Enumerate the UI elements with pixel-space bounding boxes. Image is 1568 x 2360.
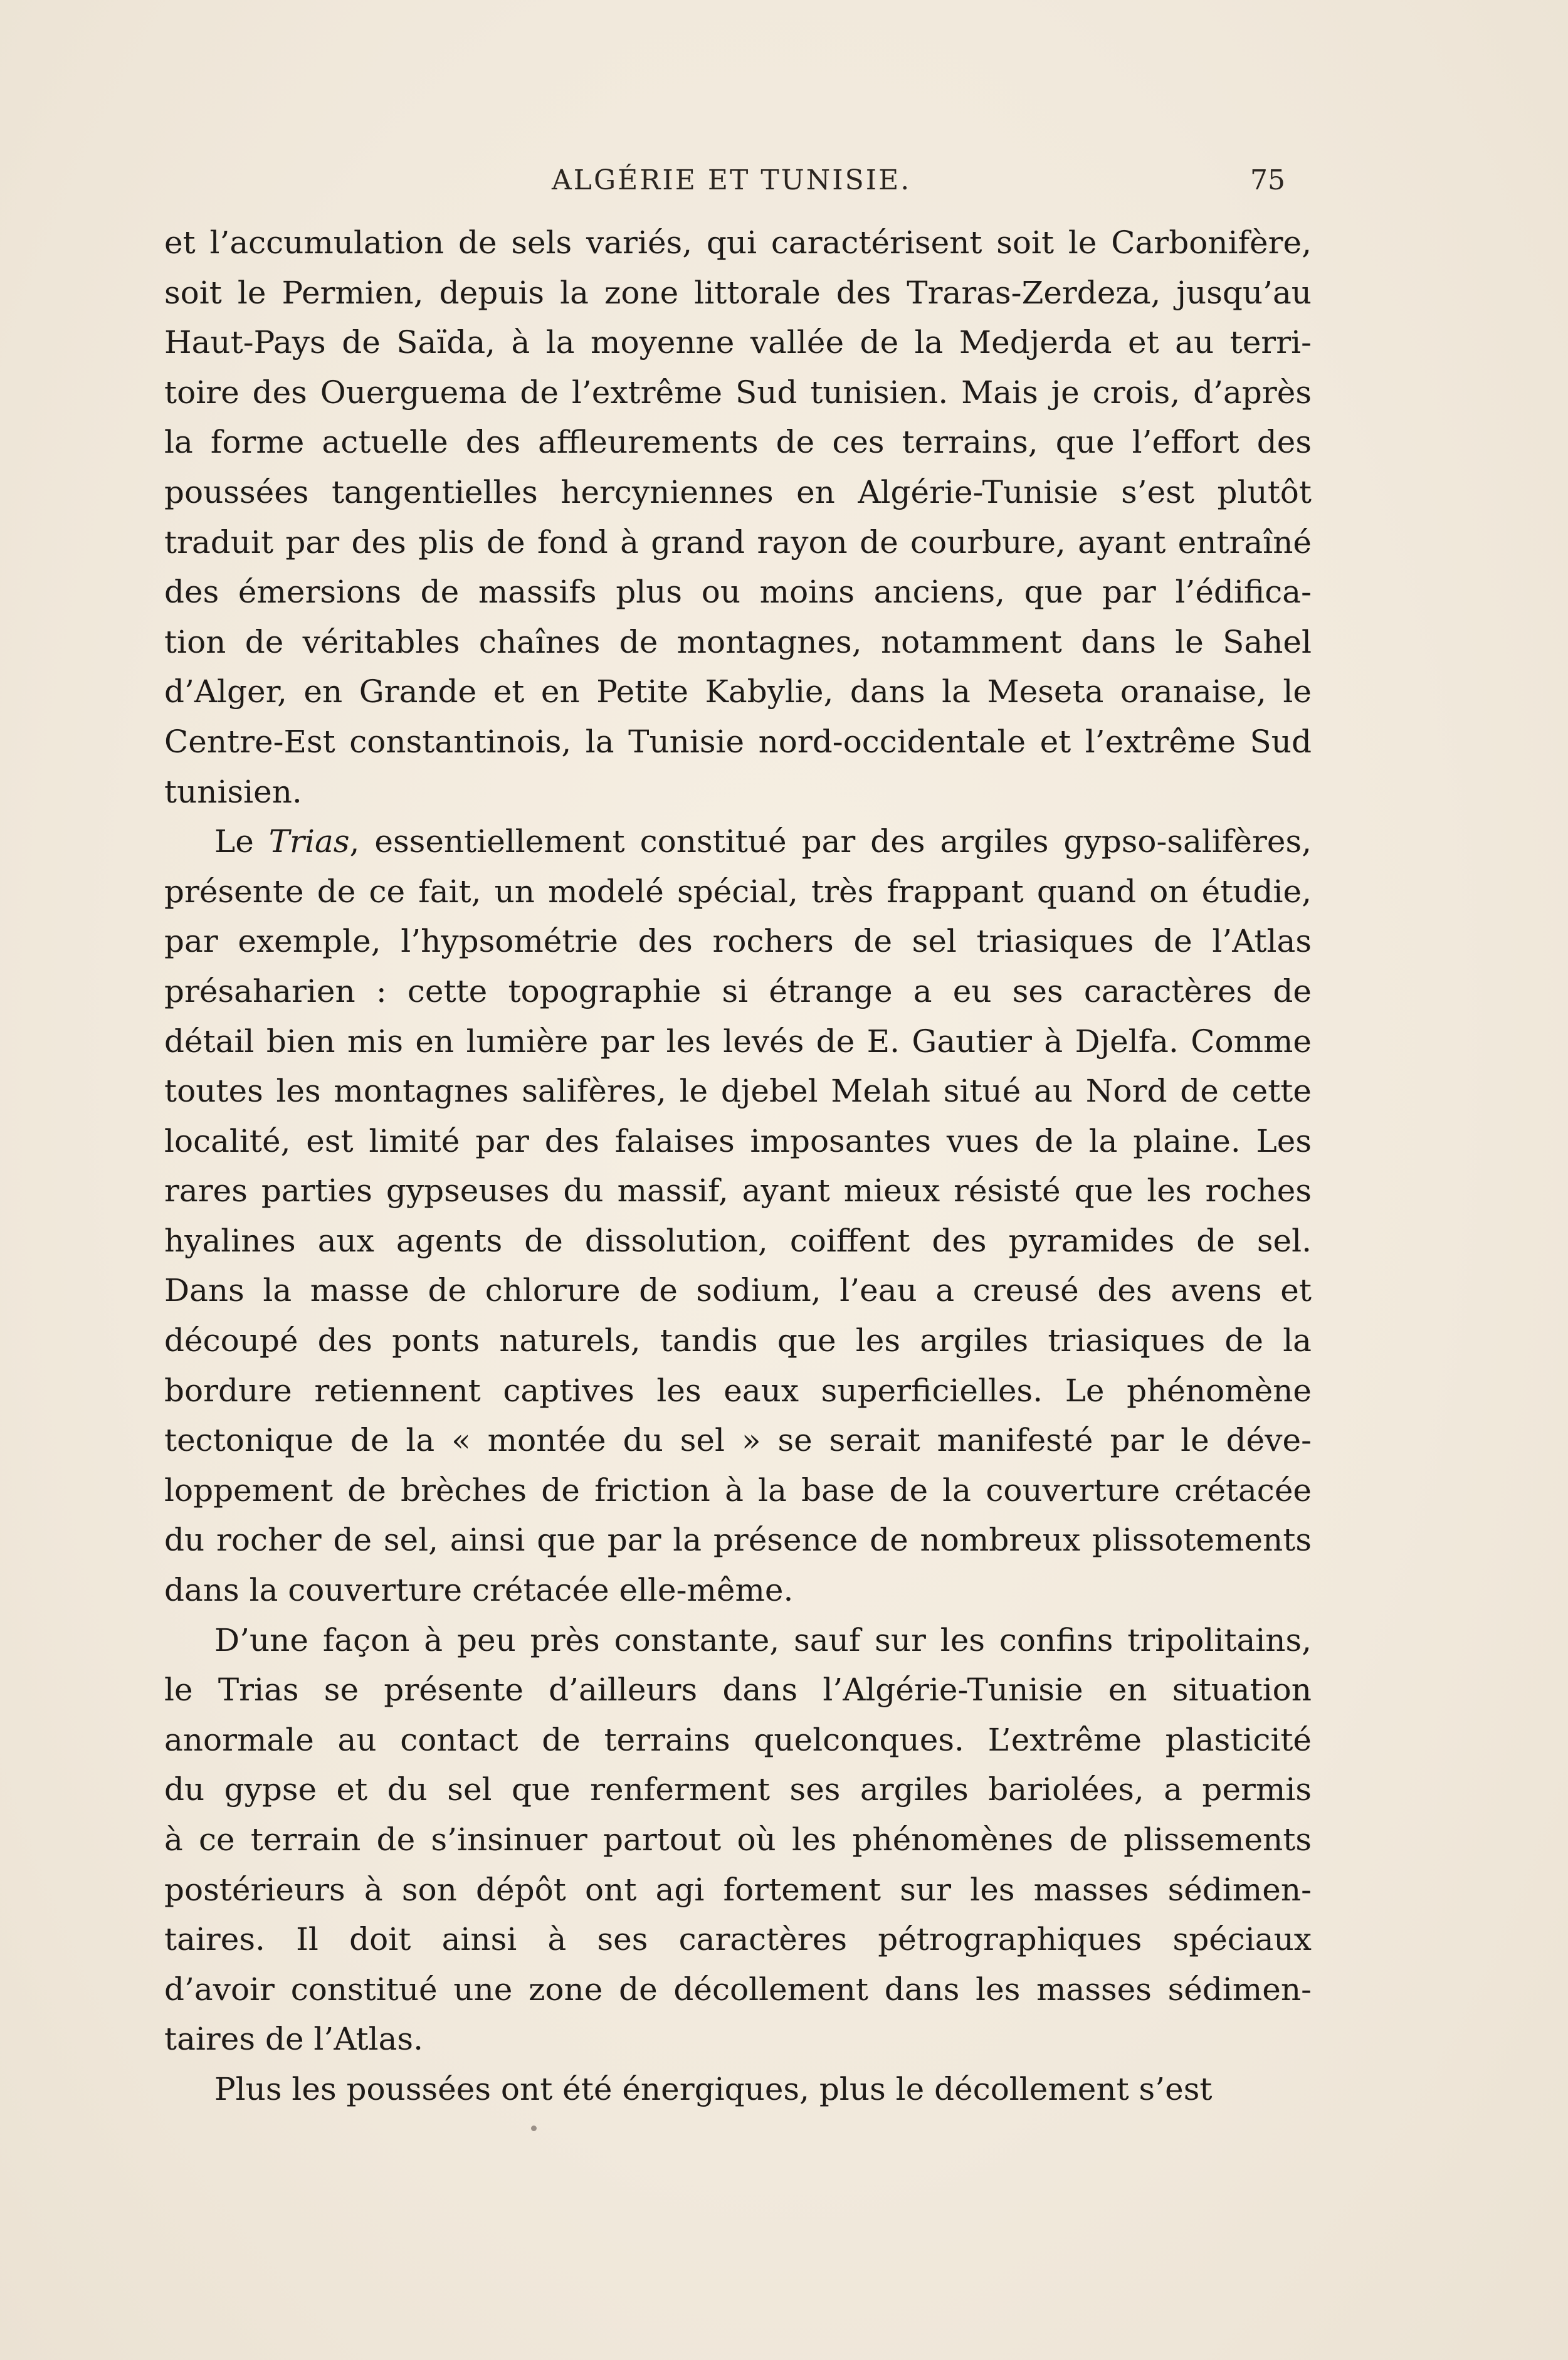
text-line: présente de ce fait, un modelé spécial, très frappant quand on étudie, — [164, 873, 1312, 910]
text-line: découpé des ponts naturels, tandis que les argiles triasiques de la — [164, 1322, 1312, 1359]
text-line: par exemple, l’hypsométrie des rochers de sel triasiques de l’Atlas — [164, 923, 1312, 960]
text-line: la forme actuelle des affleurements de ces terrains, que l’effort des — [164, 424, 1312, 461]
text-line: rares parties gypseuses du massif, ayant mieux résisté que les roches — [164, 1172, 1312, 1209]
text-line: à ce terrain de s’insinuer partout où les phénomènes de plissements — [164, 1821, 1312, 1858]
text-line: et l’accumulation de sels variés, qui caractérisent soit le Carbonifère, — [164, 224, 1312, 261]
text-line: Dans la masse de chlorure de sodium, l’eau a creusé des avens et — [164, 1272, 1312, 1309]
text-line: Haut-Pays de Saïda, à la moyenne vallée de la Medjerda et au terri- — [164, 324, 1312, 361]
text-line: toire des Ouerguema de l’extrême Sud tunisien. Mais je crois, d’après — [164, 374, 1312, 411]
text-line: tectonique de la « montée du sel » se serait manifesté par le déve- — [164, 1422, 1312, 1459]
text-line: d’avoir constitué une zone de décollement dans les masses sédimen- — [164, 1971, 1312, 2008]
text-line: toutes les montagnes salifères, le djebel Melah situé au Nord de cette — [164, 1073, 1312, 1110]
text-line: présaharien : cette topographie si étrange a eu ses caractères de — [164, 972, 1312, 1009]
text-line: du gypse et du sel que renferment ses argiles bariolées, a permis — [164, 1771, 1312, 1808]
text-line: tion de véritables chaînes de montagnes, notamment dans le Sahel — [164, 623, 1312, 660]
text-line: taires de l’Atlas. — [164, 2021, 423, 2058]
text-line: postérieurs à son dépôt ont agi fortement sur les masses sédimen- — [164, 1871, 1312, 1908]
paragraph — [164, 1616, 1312, 2065]
page-number: 75 — [1250, 164, 1285, 196]
text-line: Le Trias, essentiellement constitué par des argiles gypso-salifères, — [214, 823, 1312, 860]
paragraph — [164, 817, 1312, 1616]
text-line: localité, est limité par des falaises imposantes vues de la plaine. Les — [164, 1122, 1312, 1159]
text-line: taires. Il doit ainsi à ses caractères pétrographiques spéciaux — [164, 1921, 1312, 1958]
paragraph — [164, 218, 1312, 817]
running-title: ALGÉRIE ET TUNISIE. — [552, 164, 912, 196]
text-line: traduit par des plis de fond à grand rayon de courbure, ayant entraîné — [164, 524, 1312, 561]
text-line: du rocher de sel, ainsi que par la présence de nombreux plissotements — [164, 1522, 1312, 1559]
text-line: bordure retiennent captives les eaux superficielles. Le phénomène — [164, 1372, 1312, 1409]
body-text — [164, 218, 1312, 2115]
text-line: D’une façon à peu près constante, sauf sur les confins tripolitains, — [214, 1621, 1312, 1658]
text-line: tunisien. — [164, 773, 302, 810]
text-line: Plus les poussées ont été énergiques, plus le décollement s’est — [214, 2070, 1213, 2107]
text-line: hyalines aux agents de dissolution, coiffent des pyramides de sel. — [164, 1222, 1312, 1259]
text-line: des émersions de massifs plus ou moins anciens, que par l’édifica- — [164, 574, 1312, 611]
text-line: loppement de brèches de friction à la base de la couverture crétacée — [164, 1472, 1312, 1509]
text-line: détail bien mis en lumière par les levés de E. Gautier à Djelfa. Comme — [164, 1023, 1312, 1060]
ink-speck — [531, 2126, 537, 2131]
text-line: poussées tangentielles hercyniennes en Algérie-Tunisie s’est plutôt — [164, 473, 1312, 510]
text-line: Centre-Est constantinois, la Tunisie nord-occidentale et l’extrême Sud — [164, 723, 1312, 760]
text-line: le Trias se présente d’ailleurs dans l’Algérie-Tunisie en situation — [164, 1672, 1312, 1709]
text-line: anormale au contact de terrains quelconques. L’extrême plasticité — [164, 1721, 1312, 1758]
page-header — [163, 164, 1310, 208]
text-line: d’Alger, en Grande et en Petite Kabylie, dans la Meseta oranaise, le — [164, 673, 1312, 710]
paragraph — [164, 2065, 1312, 2115]
text-line: soit le Permien, depuis la zone littorale des Traras-Zerdeza, jusqu’au — [164, 274, 1312, 311]
text-line: dans la couverture crétacée elle-même. — [164, 1572, 794, 1609]
